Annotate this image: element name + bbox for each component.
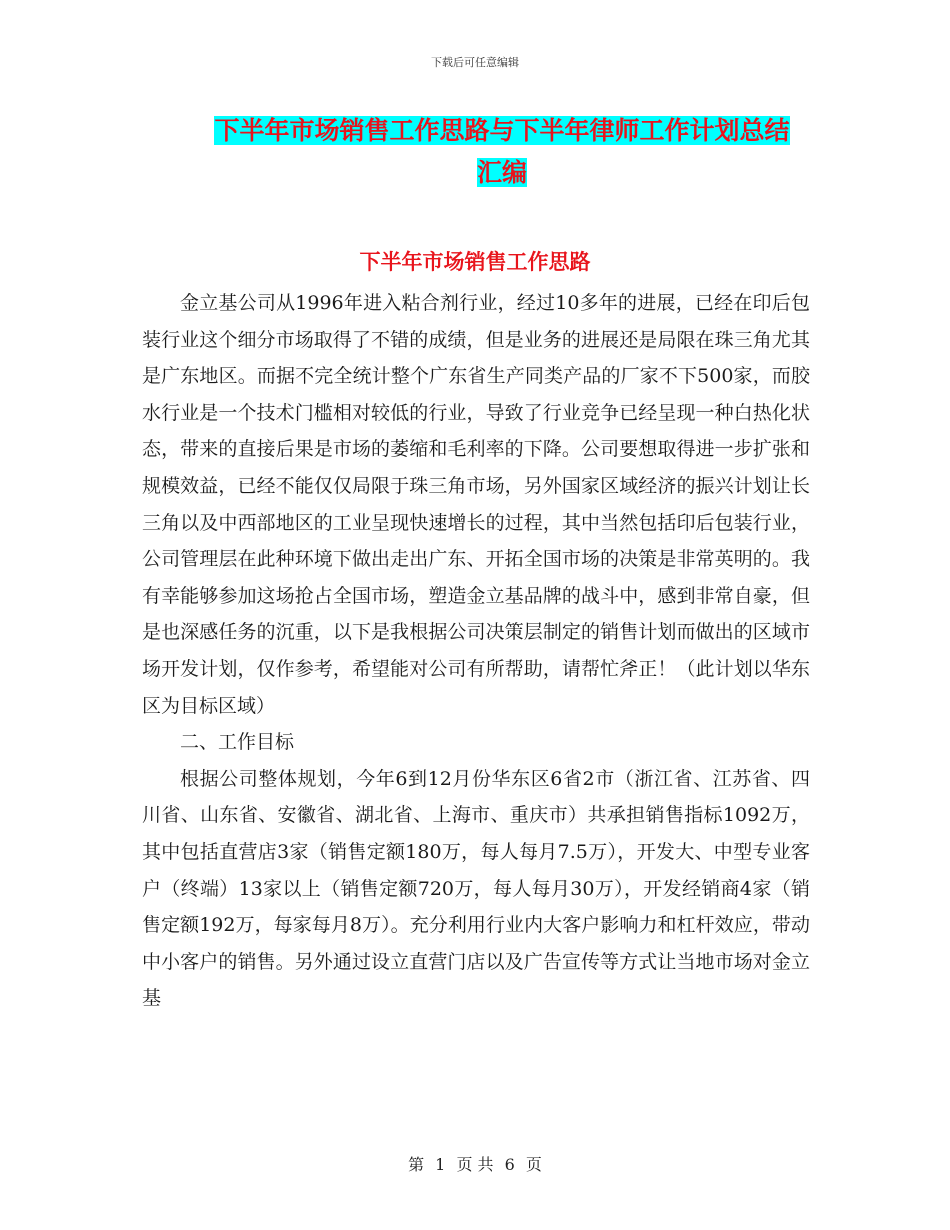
footer-suffix: 页 — [525, 1155, 542, 1174]
document-body — [142, 285, 810, 1017]
paragraph-heading: 二、工作目标 — [180, 731, 295, 754]
footer-mid: 页 共 — [456, 1155, 494, 1174]
paragraph: 根据公司整体规划，今年6到12月份华东区6省2市（浙江省、江苏省、四川省、山东省、安徽省、湖北省、上海市、重庆市）共承担销售指标1092万，其中包括直营店3家（销售定额180万，每人每月7.5万），开发大、中型专业客户（终端）13家以上（销售定额720万，每人每月30万），开发经销商4家（销售定额192万，每家每月8万）。充分利用行业内大客户影响力和杠杆效应，带动中小客户的销售。另外通过设立直营门店以及广告宣传等方式让当地市场对金立基 — [142, 767, 810, 1010]
footer-total-pages: 6 — [504, 1155, 515, 1174]
document-title-line2: 汇编 — [476, 158, 527, 187]
document-title — [192, 110, 812, 194]
section-title: 下半年市场销售工作思路 — [359, 249, 591, 274]
page-header-note: 下载后可任意编辑 — [431, 56, 519, 69]
footer-page-number: 1 — [435, 1155, 446, 1174]
footer-prefix: 第 — [408, 1155, 425, 1174]
document-title-line1: 下半年市场销售工作思路与下半年律师工作计划总结 — [214, 116, 790, 145]
page-footer — [0, 1152, 950, 1175]
paragraph: 金立基公司从1996年进入粘合剂行业，经过10多年的进展，已经在印后包装行业这个细分市场取得了不错的成绩，但是业务的进展还是局限在珠三角尤其是广东地区。而据不完全统计整个广东省生产同类产品的厂家不下500家，而胶水行业是一个技术门槛相对较低的行业，导致了行业竞争已经呈现一种白热化状态，带来的直接后果是市场的萎缩和毛利率的下降。公司要想取得进一步扩张和规模效益，已经不能仅仅局限于珠三角市场，另外国家区域经济的振兴计划让长三角以及中西部地区的工业呈现快速增长的过程，其中当然包括印后包装行业，公司管理层在此种环境下做出走出广东、开拓全国市场的决策是非常英明的。我有幸能够参加这场抢占全国市场，塑造金立基品牌的战斗中，感到非常自豪，但是也深感任务的沉重，以下是我根据公司决策层制定的销售计划而做出的区域市场开发计划，仅作参考，希望能对公司有所帮助，请帮忙斧正！（此计划以华东区为目标区域） — [142, 292, 810, 717]
